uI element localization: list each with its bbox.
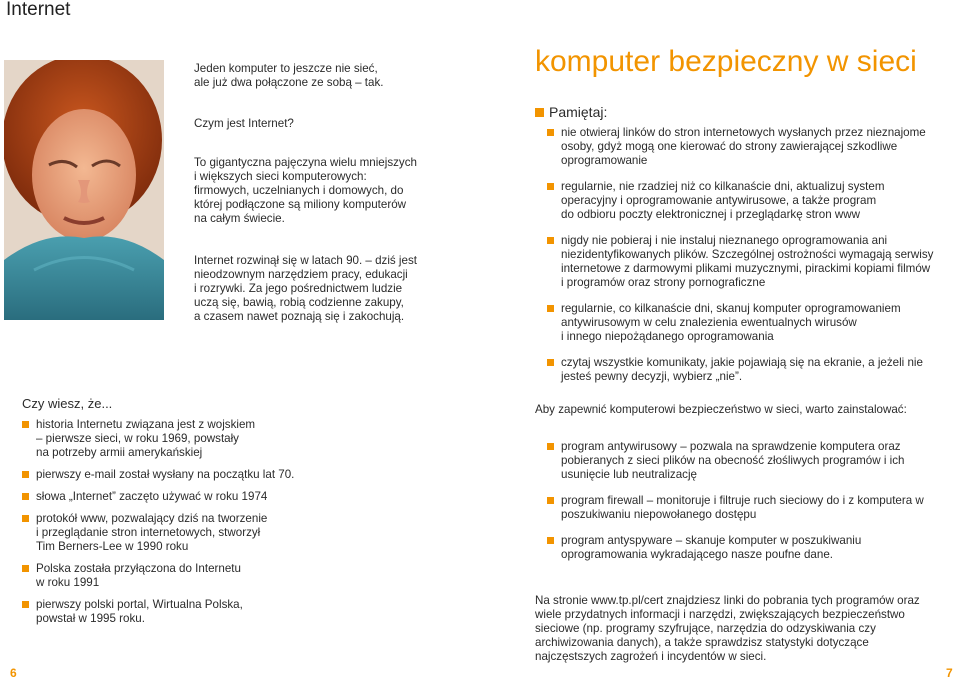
page-title: komputer bezpieczny w sieci [535,45,917,78]
bullet-square-icon [547,237,554,244]
remember-item: nigdy nie pobieraj i nie instaluj nieznanego oprogramowania ani niezidentyfikowanych plików. Szczególnej ostrożności wymagają serwisy internetowe z darmowymi plikami muzycznymi, pirackimi kopiami filmów i programów oraz strony pornograficzne [547,234,947,290]
bullet-square-icon [22,515,29,522]
install-item: program antyspyware – skanuje komputer w poszukiwaniu oprogramowania wykradającego nasze poufne dane. [547,534,947,562]
fact-item: słowa „Internet” zaczęto używać w roku 1974 [22,490,312,504]
fact-item: pierwszy e-mail został wysłany na początku lat 70. [22,468,312,482]
facts-list [22,418,312,634]
remember-item: regularnie, co kilkanaście dni, skanuj komputer oprogramowaniem antywirusowym w celu znalezienia ewentualnych wirusów i innego niepożądanego oprogramowania [547,302,947,344]
bullet-square-icon [22,601,29,608]
bullet-square-icon [547,129,554,136]
bullet-square-icon [22,565,29,572]
facts-title: Czy wiesz, że... [22,396,113,411]
install-intro: Aby zapewnić komputerowi bezpieczeństwo w sieci, warto zainstalować: [535,403,907,416]
remember-item: czytaj wszystkie komunikaty, jakie pojawiają się na ekranie, a jeżeli nie jesteś pewny decyzji, wybierz „nie”. [547,356,947,384]
bullet-square-icon [22,471,29,478]
bullet-square-icon [22,421,29,428]
bullet-square-icon [547,537,554,544]
remember-item: regularnie, nie rzadziej niż co kilkanaście dni, aktualizuj system operacyjny i oprogramowanie antywirusowe, a także program do odbioru poczty elektronicznej i przeglądarkę stron www [547,180,947,222]
install-item: program antywirusowy – pozwala na sprawdzenie komputera oraz pobieranych z sieci plików na obecność złośliwych programów i ich usunięcie lub neutralizację [547,440,947,482]
install-item: program firewall – monitoruje i filtruje ruch sieciowy do i z komputera w poszukiwaniu niepowołanego dostępu [547,494,947,522]
bullet-square-icon [22,493,29,500]
internet-definition: To gigantyczna pajęczyna wielu mniejszych i większych sieci komputerowych: firmowych, uczelnianych i domowych, do której podłączone są miliony komputerów na całym świecie. [194,156,417,225]
bullet-square-icon [547,359,554,366]
remember-heading: Pamiętaj: [535,104,607,120]
fact-item: historia Internetu związana jest z wojskiem – pierwsze sieci, w roku 1969, powstały na potrzeby armii amerykańskiej [22,418,312,460]
install-list [547,440,947,574]
fact-item: pierwszy polski portal, Wirtualna Polska, powstał w 1995 roku. [22,598,312,626]
child-photo [4,60,164,320]
page-number-left: 6 [10,666,17,680]
question-text: Czym jest Internet? [194,117,294,130]
remember-item: nie otwieraj linków do stron internetowych wysłanych przez nieznajome osoby, gdyż mogą one kierować do strony zawierającej szkodliwe oprogramowanie [547,126,947,168]
intro-text: Jeden komputer to jeszcze nie sieć, ale już dwa połączone ze sobą – tak. [194,62,384,89]
remember-list [547,126,947,396]
internet-history-paragraph: Internet rozwinął się w latach 90. – dziś jest nieodzownym narzędziem pracy, edukacji i rozrywki. Za jego pośrednictwem ludzie uczą się, bawią, robią codzienne zakupy, a czasem nawet poznają się i zakochują. [194,254,417,323]
bullet-square-icon [547,305,554,312]
closing-paragraph: Na stronie www.tp.pl/cert znajdziesz linki do pobrania tych programów oraz wiele przydatnych informacji i narzędzi, zwiększających bezpieczeństwo sieciowe (np. programy szyfrujące, narzędzia do odzyskiwania czy archiwizowania danych), a także sprawdzisz statystyki dotyczące najczęstszych zagrożeń i incydentów w sieci. [535,594,920,663]
fact-item: protokół www, pozwalający dziś na tworzenie i przeglądanie stron internetowych, stworzył Tim Berners-Lee w 1990 roku [22,512,312,554]
child-photo-illustration [4,60,164,320]
bullet-square-icon [547,497,554,504]
bullet-square-icon [547,183,554,190]
bullet-square-icon [535,108,544,117]
section-title: Internet [6,0,71,20]
fact-item: Polska została przyłączona do Internetu w roku 1991 [22,562,312,590]
page-number-right: 7 [946,666,953,680]
bullet-square-icon [547,443,554,450]
